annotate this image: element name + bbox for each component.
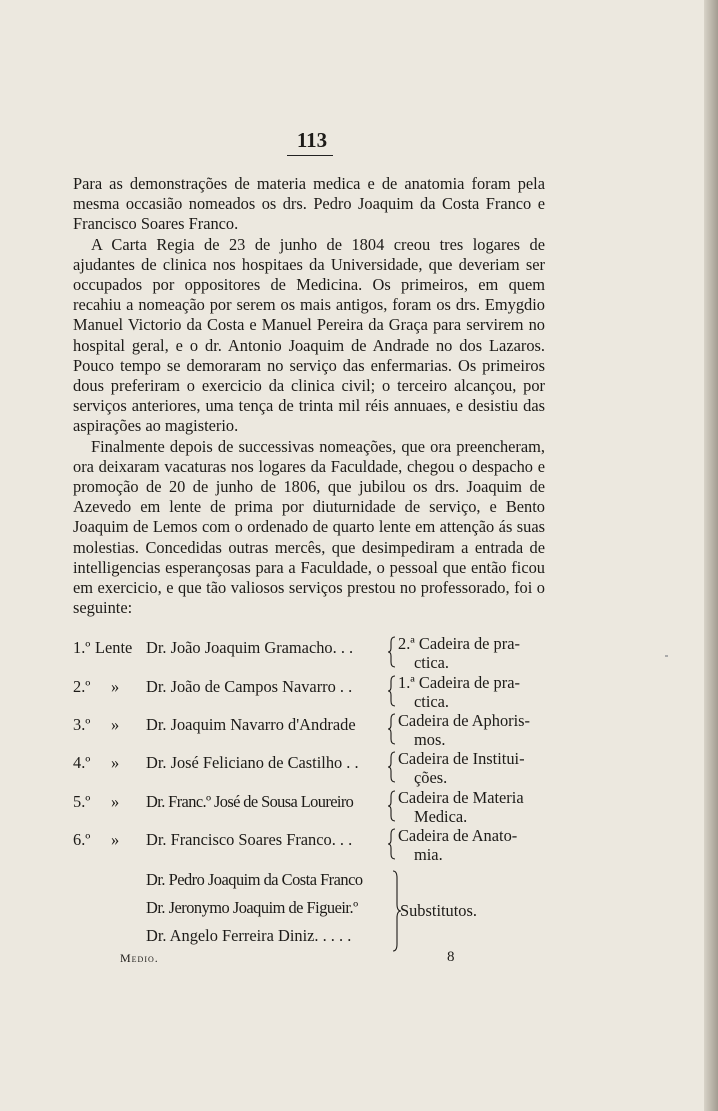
- chair-line: ções.: [414, 768, 448, 787]
- ditto-mark: »: [111, 830, 120, 849]
- lente-number: 1.º: [73, 638, 91, 657]
- stray-mark: [665, 655, 668, 657]
- ditto-mark: »: [111, 677, 120, 696]
- chair-line: Cadeira de Aphoris-: [398, 711, 530, 730]
- chair-line: 1.ª Cadeira de pra-: [398, 673, 520, 692]
- lente-number: 3.º: [73, 715, 91, 734]
- chair-label: [398, 673, 546, 711]
- paragraph: A Carta Regia de 23 de junho de 1804 creou tres logares de ajudantes de clinica nos hospitaes da Universidade, que deveriam ser occupados por oppositores de Medicina. Os primeiros, em quem recahiu a nomeação por serem os mais antigos, foram os drs. Emygdio Manuel Victorio da Costa e Manuel Pereira da Graça para servirem no hospital geral, e o dr. Antonio Joaquim de Andrade no dos Lazaros. Pouco tempo se demoraram no serviço das enfermarias. Os primeiros dous preferiram o exercicio da clinica civil; o terceiro alcançou, por serviços anteriores, uma tença de trinta mil réis annuaes, e desistiu das aspirações ao magisterio.: [73, 234, 545, 436]
- chair-label: [398, 711, 546, 749]
- lente-row: [73, 711, 548, 749]
- lente-row: [73, 673, 548, 711]
- brace-icon: [387, 790, 397, 822]
- signature-mark: Medio.: [120, 951, 159, 965]
- lente-name: Dr. João Joaquim Gramacho. . .: [146, 638, 354, 657]
- substitutos-group: [73, 866, 548, 952]
- substituto-name: Dr. Angelo Ferreira Diniz. . . . .: [146, 926, 352, 945]
- brace-icon: [387, 828, 397, 860]
- chair-line: mos.: [414, 730, 446, 749]
- ditto-mark: »: [111, 753, 120, 772]
- substituto-name: Dr. Pedro Joaquim da Costa Franco: [146, 870, 363, 889]
- lente-row: [73, 634, 548, 672]
- lente-row: [73, 788, 548, 826]
- page-number-rule: [287, 155, 333, 156]
- chair-label: [398, 634, 546, 672]
- body-text: [73, 174, 545, 618]
- signature-number: 8: [447, 949, 455, 965]
- paragraph: Finalmente depois de successivas nomeações, que ora preencheram, ora deixaram vacaturas nos logares da Faculdade, chegou o despacho e promoção de 20 de junho de 1806, que jubilou os drs. Joaquim de Azevedo em lente de prima por diuturnidade de serviço, e Bento Joaquim de Lemos com o ordenado de quarto lente em attenção ás suas molestias. Concedidas outras mercês, que desimpediram a entrada de intelligencias esperançosas para a Faculdade, o pessoal que então ficou em exercicio, e que tão valiosos serviços prestou no professorado, foi o seguinte:: [73, 436, 545, 618]
- substituto-name: Dr. Jeronymo Joaquim de Figueir.º: [146, 898, 358, 917]
- lente-number: 2.º: [73, 677, 91, 696]
- brace-icon: [387, 636, 397, 668]
- chair-label: [398, 788, 546, 826]
- lente-name: Dr. Francisco Soares Franco. . .: [146, 830, 353, 849]
- brace-icon: [387, 713, 397, 745]
- brace-icon: [387, 675, 397, 707]
- chair-line: Medica.: [414, 807, 468, 826]
- chair-label: [398, 749, 546, 787]
- ditto-mark: »: [111, 715, 120, 734]
- lente-title: Lente: [95, 638, 133, 657]
- lente-number: 5.º: [73, 792, 91, 811]
- lente-name: Dr. Franc.º José de Sousa Loureiro: [146, 792, 354, 811]
- chair-line: Cadeira de Anato-: [398, 826, 518, 845]
- brace-icon: [387, 751, 397, 783]
- lente-name: Dr. Joaquim Navarro d'Andrade: [146, 715, 356, 734]
- paragraph: Para as demonstrações de materia medica e de anatomia foram pela mesma occasião nomeados os drs. Pedro Joaquim da Costa Franco e Francisco Soares Franco.: [73, 174, 545, 234]
- lente-row: [73, 826, 548, 864]
- page-number: 113: [296, 128, 328, 152]
- lente-row: [73, 749, 548, 787]
- ditto-mark: »: [111, 792, 120, 811]
- chair-line: Cadeira de Institui-: [398, 749, 525, 768]
- page-edge: [704, 0, 718, 1111]
- lente-name: Dr. João de Campos Navarro . .: [146, 677, 353, 696]
- chair-label: [398, 826, 546, 864]
- lente-number: 4.º: [73, 753, 91, 772]
- chair-line: ctica.: [414, 653, 450, 672]
- lente-name: Dr. José Feliciano de Castilho . .: [146, 753, 359, 772]
- chair-line: 2.ª Cadeira de pra-: [398, 634, 520, 653]
- lente-number: 6.º: [73, 830, 91, 849]
- chair-line: Cadeira de Materia: [398, 788, 524, 807]
- chair-line: ctica.: [414, 692, 450, 711]
- substitutos-label: Substitutos.: [400, 901, 477, 920]
- chair-line: mia.: [414, 845, 443, 864]
